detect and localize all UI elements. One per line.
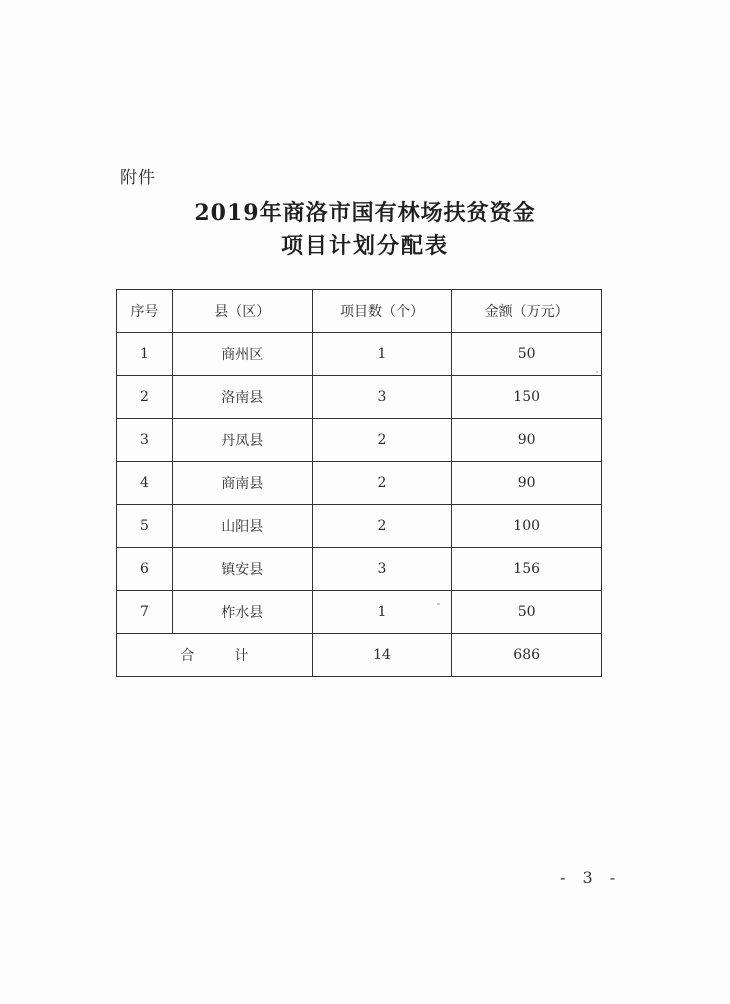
document-title-line1: 2019年商洛市国有林场扶贫资金 bbox=[194, 200, 536, 226]
header-project-count: 项目数（个） bbox=[312, 290, 452, 333]
row-project-count: 2 bbox=[312, 462, 452, 505]
row-county: 山阳县 bbox=[172, 505, 312, 548]
table-row bbox=[117, 419, 602, 462]
table-row bbox=[117, 505, 602, 548]
row-index: 3 bbox=[117, 419, 173, 462]
scan-speck bbox=[437, 603, 440, 605]
total-project-count: 14 bbox=[312, 634, 452, 677]
table-row bbox=[117, 376, 602, 419]
row-index: 7 bbox=[117, 591, 173, 634]
row-project-count: 2 bbox=[312, 419, 452, 462]
row-county: 丹凤县 bbox=[172, 419, 312, 462]
row-county: 柞水县 bbox=[172, 591, 312, 634]
row-index: 6 bbox=[117, 548, 173, 591]
attachment-label: 附件 bbox=[120, 168, 156, 188]
row-amount: 90 bbox=[452, 419, 602, 462]
row-county: 商南县 bbox=[172, 462, 312, 505]
table-row bbox=[117, 462, 602, 505]
table-total-row bbox=[117, 634, 602, 677]
row-amount: 90 bbox=[452, 462, 602, 505]
row-project-count: 2 bbox=[312, 505, 452, 548]
table-row bbox=[117, 548, 602, 591]
scan-speck bbox=[596, 371, 598, 373]
header-county: 县（区） bbox=[172, 290, 312, 333]
row-county: 洛南县 bbox=[172, 376, 312, 419]
header-index: 序号 bbox=[117, 290, 173, 333]
row-project-count: 3 bbox=[312, 376, 452, 419]
document-title-line2: 项目计划分配表 bbox=[280, 233, 449, 259]
header-amount: 金额（万元） bbox=[452, 290, 602, 333]
row-project-count: 1 bbox=[312, 333, 452, 376]
row-amount: 50 bbox=[452, 333, 602, 376]
row-amount: 156 bbox=[452, 548, 602, 591]
allocation-table bbox=[116, 289, 602, 677]
total-label: 合计 bbox=[180, 648, 289, 664]
row-amount: 100 bbox=[452, 505, 602, 548]
total-label-cell bbox=[117, 634, 313, 677]
table-header-row bbox=[117, 290, 602, 333]
row-county: 镇安县 bbox=[172, 548, 312, 591]
row-index: 2 bbox=[117, 376, 173, 419]
row-amount: 50 bbox=[452, 591, 602, 634]
row-project-count: 3 bbox=[312, 548, 452, 591]
row-amount: 150 bbox=[452, 376, 602, 419]
row-index: 5 bbox=[117, 505, 173, 548]
table-row bbox=[117, 333, 602, 376]
row-project-count: 1 bbox=[312, 591, 452, 634]
row-index: 4 bbox=[117, 462, 173, 505]
total-amount: 686 bbox=[452, 634, 602, 677]
page-number: - 3 - bbox=[560, 868, 622, 887]
row-county: 商州区 bbox=[172, 333, 312, 376]
row-index: 1 bbox=[117, 333, 173, 376]
table-row bbox=[117, 591, 602, 634]
